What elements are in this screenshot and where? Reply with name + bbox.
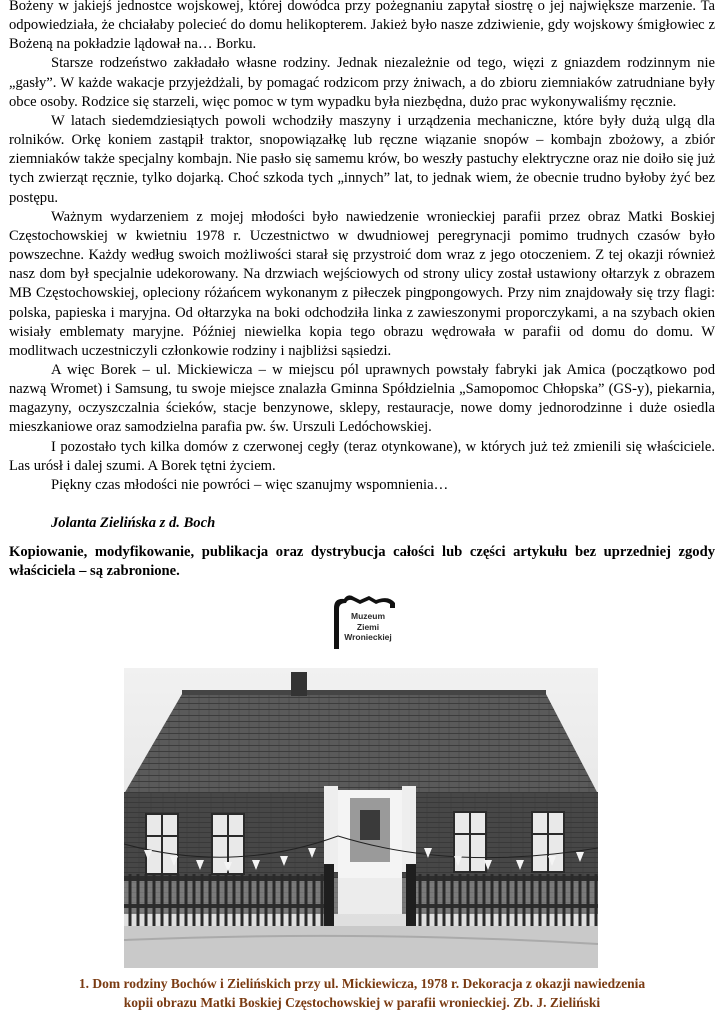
article-paragraph: Bożeny w jakiejś jednostce wojskowej, której dowódca przy pożegnaniu zapytał siostrę o jej największe marzenie. Ta odpowiedziała, że chciałaby polecieć do domu helikopterem. Jakież było nasze zdziwienie, gdy wojskowy śmigłowiec z Bożeną na pokładzie lądował na… Borku.	[9, 0, 715, 53]
logo-line: Ziemi	[356, 621, 380, 632]
article-paragraph: A więc Borek – ul. Mickiewicza – w miejscu pól uprawnych powstały fabryki jak Amica (początkowo pod nazwą Wromet) i Samsung, tu swoje miejsce znalazła Gminna Spółdzielnia „Samopomoc Chłopska” (GS-y), piekarnia, magazyny, oczyszczalnia ścieków, stacje benzynowe, sklepy, restauracje, nowe domy jednorodzinne i duże osiedla mieszkaniowe oraz samodzielna parafia pw. św. Urszuli Ledóchowskiej.	[9, 361, 715, 436]
article-paragraph: Ważnym wydarzeniem z mojej młodości było nawiedzenie wronieckiej parafii przez obraz Matki Boskiej Częstochowskiej w kwietniu 1978 r. Uczestnictwo w dwudniowej peregrynacji pomimo trudnych czasów było powszechne. Każdy według swoich możliwości starał się przystroić dom wraz z jego otoczeniem. Z tej okazji również nasz dom był specjalnie udekorowany. Na drzwiach wejściowych od strony ulicy został ustawiony ołtarzyk z obrazem MB Częstochowskiej, opleciony różańcem wykonanym z piłeczek pingpongowych. Przy nim znajdowały się trzy flagi: polska, papieska i maryjna. Od ołtarzyka na boki odchodziła linka z zawieszonymi proporczykami, a na szybach okien wisiały emblematy maryjne. Później niewielka kopia tego obrazu wędrowała w parafii od domu do domu. W modlitwach uczestniczyli członkowie rodziny i najbliżsi sąsiedzi.	[9, 208, 715, 359]
logo-line: Muzeum	[351, 611, 385, 621]
article-paragraph: Piękny czas młodości nie powróci – więc szanujmy wspomnienia…	[51, 476, 449, 493]
author-signature: Jolanta Zielińska z d. Boch	[51, 515, 216, 532]
article-body	[9, 0, 715, 533]
logo-line: Wronieckiej	[344, 632, 392, 642]
museum-logo	[329, 594, 401, 650]
photo-caption	[20, 974, 704, 1012]
article-paragraph: Starsze rodzeństwo zakładało własne rodziny. Jednak niezależnie od tego, więzi z gniazdem rodzinnym nie „gasły”. W każde wakacje przyjeżdżali, by pomagać rodzicom przy żniwach, a do zbioru ziemniaków zatrudniane były obce osoby. Rodzice się starzeli, więc pomoc w tym wypadku była niezbędna, dużo prac wykonywaliśmy ręcznie.	[9, 55, 715, 110]
caption-line: kopii obrazu Matki Boskiej Częstochowskiej w parafii wronieckiej. Zb. J. Zieliński	[123, 995, 601, 1010]
copyright-notice: Kopiowanie, modyfikowanie, publikacja oraz dystrybucja całości lub części artykułu bez uprzedniej zgody właściciela – są zabronione.	[9, 544, 715, 580]
house-photo-icon	[124, 668, 598, 968]
house-photo	[124, 668, 598, 968]
article-paragraph: W latach siedemdziesiątych powoli wchodziły maszyny i urządzenia mechaniczne, które były dużą ulgą dla rolników. Orkę koniem zastąpił traktor, snopowiązałkę lub ręczne wiązanie snopów – kombajn zbożowy, a zbiór ziemniaków także specjalny kombajn. Nie pasło się samemu krów, bo weszły pastuchy elektryczne oraz nie doiło się już tych zwierząt ręcznie, tylko dojarką. Choć szkoda tych „innych” lat, to jednak wiem, że obecnie trudno byłoby żyć bez postępu.	[9, 112, 715, 206]
caption-line: 1. Dom rodziny Bochów i Zielińskich przy ul. Mickiewicza, 1978 r. Dekoracja z okazji nawiedzenia	[78, 976, 646, 991]
article-paragraph: I pozostało tych kilka domów z czerwonej cegły (teraz otynkowane), w których już też zmienili się właściciele. Las urósł i dalej szumi. A Borek tętni życiem.	[9, 438, 715, 474]
